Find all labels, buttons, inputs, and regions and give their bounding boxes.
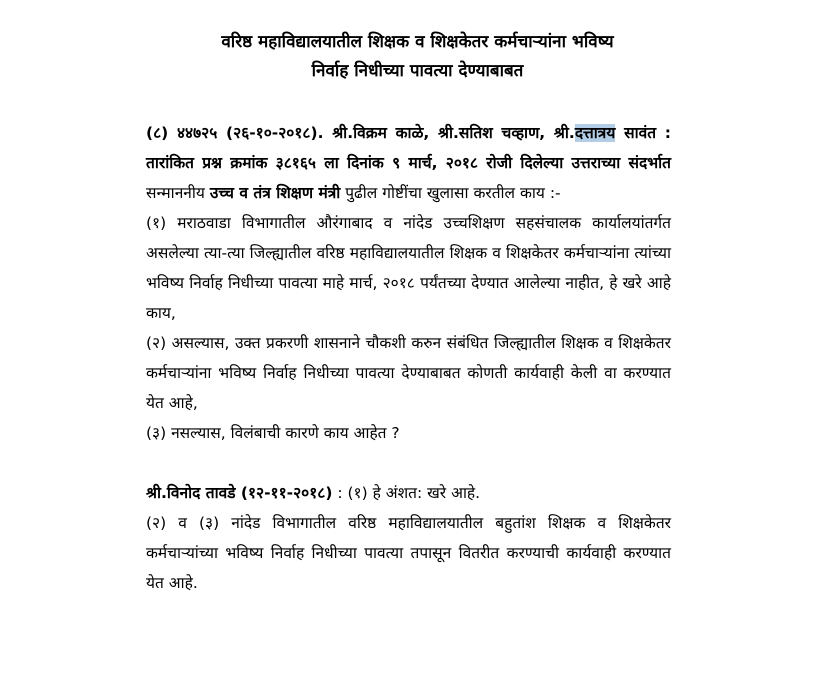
answer-part-1: : (१) हे अंशत: खरे आहे. (332, 484, 481, 502)
question-part-2: (२) असल्यास, उक्त प्रकरणी शासनाने चौकशी करुन संबंधित जिल्ह्यातील शिक्षक व शिक्षकेतर कर्मचाऱ्यांना भविष्य निर्वाह निधीच्या पावत्या देण्याबाबत कोणती कार्यवाही केली वा करण्यात येत आहे, (146, 334, 671, 412)
question-intro (146, 118, 671, 208)
question-intro-normal: सन्माननीय (146, 184, 210, 202)
section-gap (146, 448, 671, 478)
question-number-and-members: (८) ४४७२५ (२६-१०-२०१८). श्री.विक्रम काळे, श्री.सतिश चव्हाण, श्री. (146, 124, 575, 142)
answer-part-2-3: (२) व (३) नांदेड विभागातील वरिष्ठ महाविद्यालयातील बहुतांश शिक्षक व शिक्षकेतर कर्मचाऱ्यांच्या भविष्य निर्वाह निधीच्या पावत्या तपासून वितरीत करण्याची कार्यवाही करण्यात येत आहे. (146, 514, 671, 592)
question-part-1: (१) मराठवाडा विभागातील औरंगाबाद व नांदेड उच्चशिक्षण सहसंचालक कार्यालयांतर्गत असलेल्या त्या-त्या जिल्ह्यातील वरिष्ठ महाविद्यालयातील शिक्षक व शिक्षकेतर कर्मचाऱ्यांना त्यांच्या भविष्य निर्वाह निधीच्या पावत्या माहे मार्च, २०१८ पर्यंतच्या देण्यात आलेल्या नाहीत, हे खरे आहे काय, (146, 214, 671, 322)
document-title (0, 0, 835, 86)
document-body (146, 118, 671, 598)
answer-intro (146, 478, 671, 508)
title-line-1: वरिष्ठ महाविद्यालयातील शिक्षक व शिक्षकेतर कर्मचाऱ्यांना भविष्य (221, 32, 614, 52)
question-reference: सावंत : तारांकित प्रश्न क्रमांक ३८१६५ ला दिनांक ९ मार्च, २०१८ रोजी दिलेल्या उत्तराच्या संदर्भात (146, 124, 671, 172)
selected-text-highlight[interactable]: दत्तात्रय (574, 124, 616, 142)
question-part-3: (३) नसल्यास, विलंबाची कारणे काय आहेत ? (146, 424, 400, 442)
question-intro-tail: पुढील गोष्टींचा खुलासा करतील काय :- (340, 184, 561, 202)
title-line-2: निर्वाह निधीच्या पावत्या देण्याबाबत (311, 61, 524, 81)
minister-title: उच्च व तंत्र शिक्षण मंत्री (209, 184, 341, 202)
answer-speaker: श्री.विनोद तावडे (१२-११-२०१८) (146, 484, 333, 502)
